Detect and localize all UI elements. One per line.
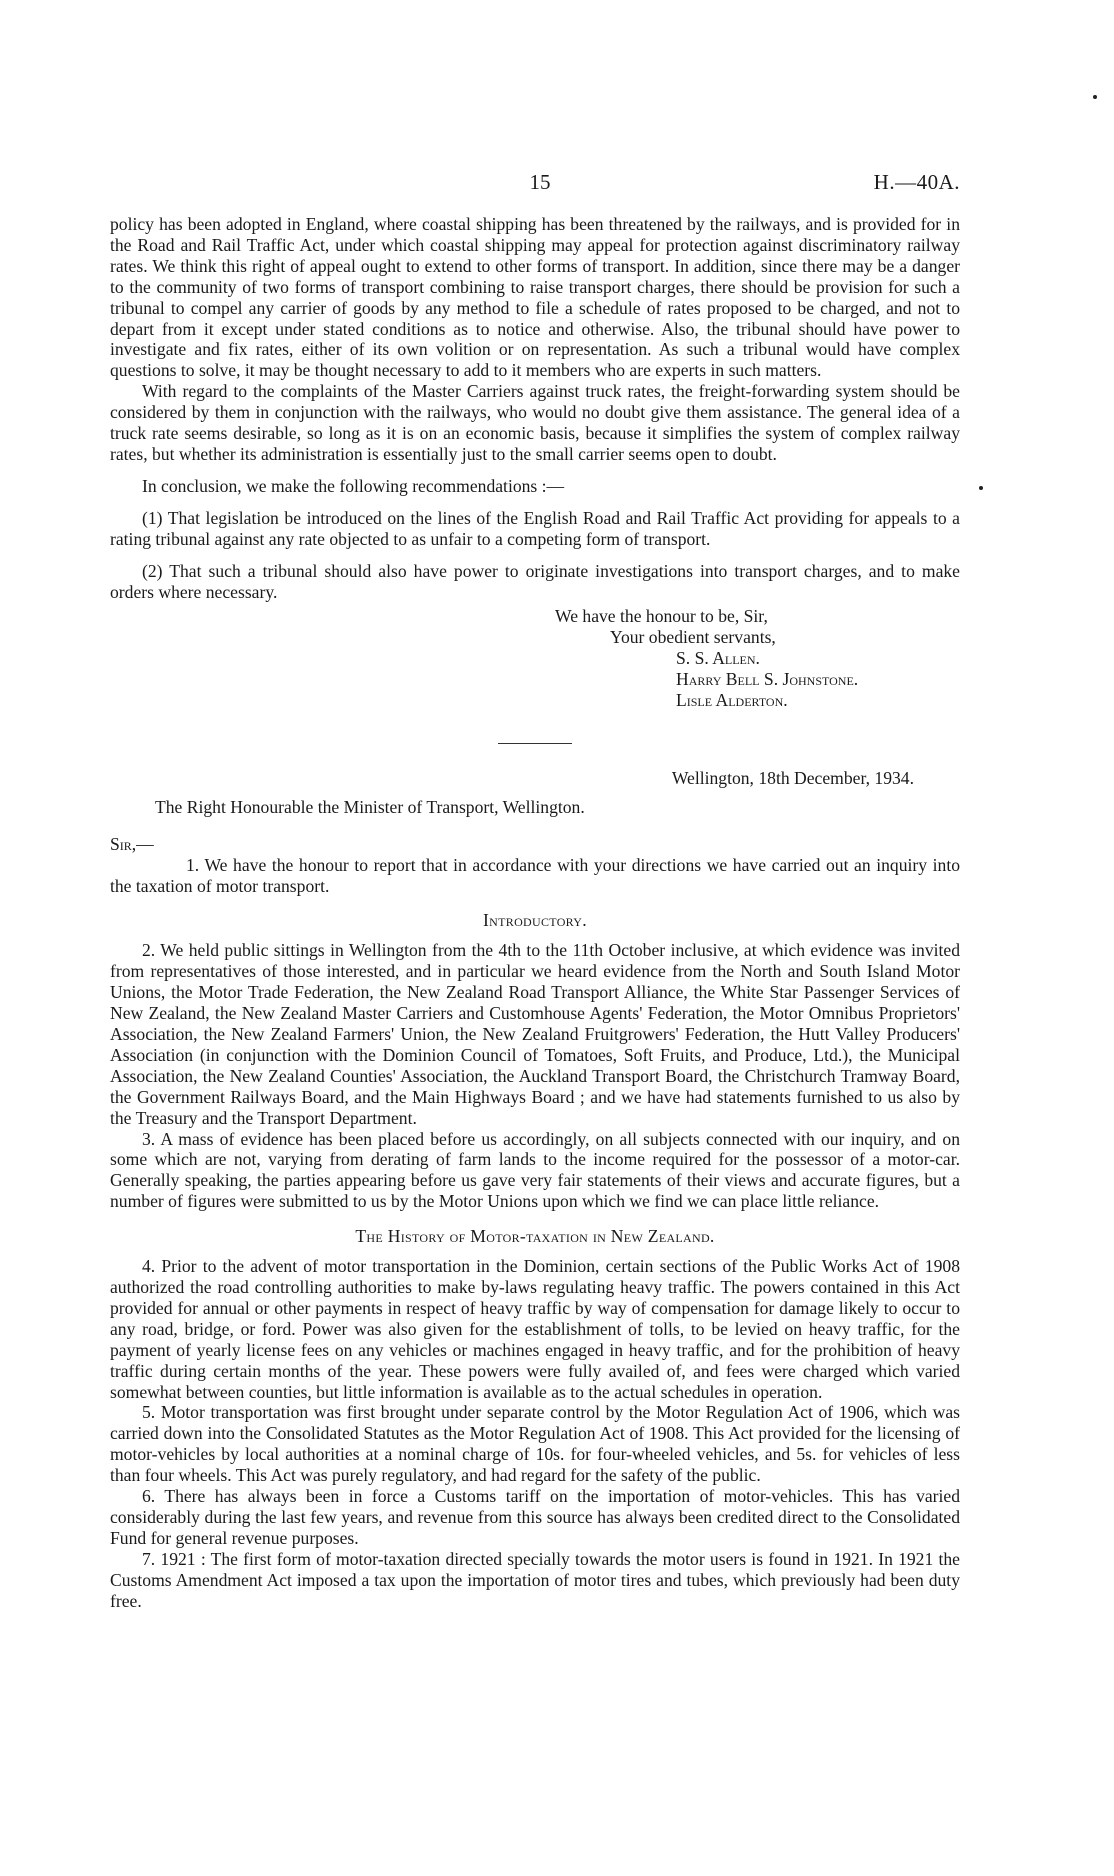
letter-salutation: Sir,— xyxy=(110,833,154,854)
paragraph-3: 3. A mass of evidence has been placed before us accordingly, on all subjects connected with our inquiry, and on some which are not, varying from derating of farm lands to the income required for the possessor of a motor-car. Generally speaking, the parties appearing before us gave very fair statements of their views and accurate figures, but a number of figures were submitted to us by the Motor Unions upon which we find we can place little reliance. xyxy=(110,1128,960,1212)
page-header xyxy=(120,170,960,200)
paragraph-master-carriers: With regard to the complaints of the Master Carriers against truck rates, the freight-forwarding system should be considered by them in conjunction with the railways, who would no doubt give them assistance. The general idea of a truck rate seems desirable, so long as it is on an economic basis, because it simplifies the system of complex railway rates, but whether its administration is essentially just to the small carrier seems open to doubt. xyxy=(110,381,960,464)
document-reference: H.—40A. xyxy=(873,170,960,194)
letter-addressee: The Right Honourable the Minister of Transport, Wellington. xyxy=(155,796,585,817)
document-body xyxy=(110,214,960,1611)
paragraph-4: 4. Prior to the advent of motor transportation in the Dominion, certain sections of the Public Works Act of 1908 authorized the road controlling authorities to make by-laws regulating heavy traffic. The powers contained in this Act provided for annual or other payments in respect of heavy traffic by way of compensation for damage likely to occur to any road, bridge, or ford. Power was also given for the establishment of tolls, to be levied on heavy traffic, for the payment of yearly license fees on any vehicles or machines engaged in heavy traffic, and for the prohibition of heavy traffic during certain months of the year. These powers were fully availed of, and fees were charged which varied somewhat between counties, but little information is available as to the actual schedules in operation. xyxy=(110,1256,960,1402)
section-divider xyxy=(498,743,572,744)
paragraph-conclusion: In conclusion, we make the following recommendations :— xyxy=(142,475,565,496)
letter-dateline: Wellington, 18th December, 1934. xyxy=(671,767,914,788)
paragraph-5: 5. Motor transportation was first brought under separate control by the Motor Regulation Act of 1906, which was carried down into the Consolidated Statutes as the Motor Regulation Act of 1908. This Act provided for the licensing of motor-vehicles by local authorities at a nominal charge of 10s. for four-wheeled vehicles, and 5s. for vehicles of less than four wheels. This Act was purely regulatory, and had regard for the safety of the public. xyxy=(110,1402,960,1486)
paragraph-1: 1. We have the honour to report that in accordance with your directions we have carried out an inquiry into the taxation of motor transport. xyxy=(110,854,960,896)
signatory-alderton: Lisle Alderton. xyxy=(676,690,788,711)
heading-introductory: Introductory. xyxy=(483,910,587,931)
signatory-johnstone: Harry Bell S. Johnstone. xyxy=(676,669,859,690)
recommendation-1: (1) That legislation be introduced on the lines of the English Road and Rail Traffic Act providing for appeals to a rating tribunal against any rate objected to as unfair to a competing form of transport. xyxy=(110,507,960,549)
paragraph-2: 2. We held public sittings in Wellington from the 4th to the 11th October inclusive, at which evidence was invited from representatives of those interested, and in particular we heard evidence from the North and South Island Motor Unions, the Motor Trade Federation, the New Zealand Road Transport Alliance, the White Star Passenger Services of New Zealand, the New Zealand Master Carriers and Customhouse Agents' Federation, the Motor Omnibus Proprietors' Association, the New Zealand Farmers' Union, the New Zealand Fruitgrowers' Federation, the Hutt Valley Producers' Association (in conjunction with the Dominion Council of Tomatoes, Soft Fruits, and Produce, Ltd.), the Municipal Association, the New Zealand Counties' Association, the Auckland Transport Board, the Christchurch Tramway Board, the Government Railways Board, and the Main Highways Board ; and we have had statements furnished to us also by the Treasury and the Transport Department. xyxy=(110,940,960,1128)
scan-speck xyxy=(1093,95,1097,99)
heading-history: The History of Motor-taxation in New Zealand. xyxy=(355,1226,715,1247)
paragraph-continued: policy has been adopted in England, where coastal shipping has been threatened by the railways, and is provided for in the Road and Rail Traffic Act, under which coastal shipping may appeal for protection against discriminatory railway rates. We think this right of appeal ought to extend to other forms of transport. In addition, since there may be a danger to the community of two forms of transport combining to raise transport charges, there should be provision for such a tribunal to compel any carrier of goods by any method to file a schedule of rates proposed to be charged, and not to depart from it except under stated conditions as to notice and otherwise. Also, the tribunal should have power to investigate and fix rates, either of its own volition or on representation. As such a tribunal would have complex questions to solve, it may be thought necessary to add to it members who are experts in such matters. xyxy=(110,214,960,381)
paragraph-6: 6. There has always been in force a Customs tariff on the importation of motor-vehicles. This has varied considerably during the last few years, and revenue from this source has always been credited direct to the Consolidated Fund for general revenue purposes. xyxy=(110,1486,960,1548)
closing-line-2: Your obedient servants, xyxy=(610,627,776,648)
closing-line-1: We have the honour to be, Sir, xyxy=(555,606,768,627)
signatory-allen: S. S. Allen. xyxy=(676,648,760,669)
page-number: 15 xyxy=(529,170,551,194)
recommendation-2: (2) That such a tribunal should also have power to originate investigations into transport charges, and to make orders where necessary. xyxy=(110,560,960,602)
letter-closing xyxy=(555,606,960,711)
paragraph-7: 7. 1921 : The first form of motor-taxation directed specially towards the motor users is found in 1921. In 1921 the Customs Amendment Act imposed a tax upon the importation of motor tires and tubes, which previously had been duty free. xyxy=(110,1548,960,1611)
scan-speck xyxy=(979,486,983,490)
